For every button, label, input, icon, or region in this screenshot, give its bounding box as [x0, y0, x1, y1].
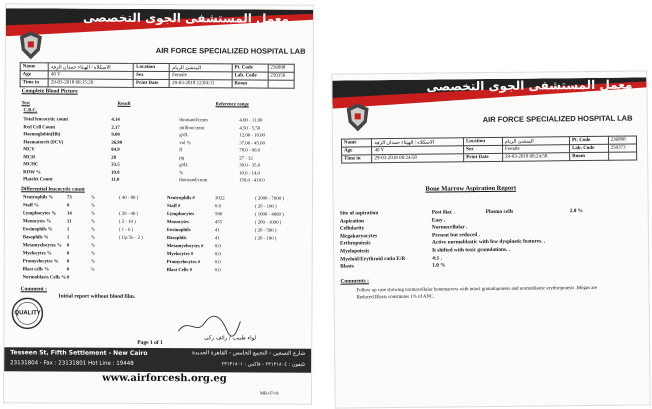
- info-cell: Female: [502, 145, 569, 154]
- col-test-header: Test: [21, 101, 30, 107]
- lab-title-english: AIR FORCE SPECIALIZED HOSPITAL LAB: [482, 113, 633, 125]
- cbc-reference: 12.00 - 16.00: [239, 133, 265, 139]
- cbc-unit: thousand/cmm: [179, 118, 208, 124]
- diff-abs-result: 41: [214, 236, 220, 242]
- diff-result: 0: [66, 267, 70, 273]
- bm-extra-value: 2.0 %: [569, 208, 583, 215]
- quality-seal-text: QUALITY: [14, 310, 41, 317]
- cbc-test-name: Haemoglobin(Hb): [23, 132, 61, 138]
- diff-abs-test-name: Staff #: [166, 204, 181, 210]
- bone-marrow-rows: [339, 207, 640, 270]
- info-row: [20, 79, 294, 88]
- cbc-result: 26.90: [111, 140, 123, 146]
- diff-test-name: Staff %: [22, 203, 39, 209]
- info-cell: Location: [464, 137, 503, 145]
- cbc-unit: %: [179, 170, 184, 176]
- bm-field-value: 1.0 %: [432, 262, 446, 269]
- diff-result: 0: [66, 251, 70, 257]
- bm-field-label: Aspiration: [339, 217, 364, 225]
- diff-reference: ( Up To - 2 ): [118, 235, 143, 241]
- diff-unit: %: [90, 267, 95, 273]
- diff-abs-test-name: Blast Cells #: [166, 268, 192, 274]
- info-cell: 236898: [268, 64, 294, 72]
- info-cell: الاسكلاه / الهيثاء حمدان الزفة: [372, 138, 464, 147]
- info-cell: Print Date: [464, 153, 503, 161]
- cbc-test-name: MCH: [23, 154, 35, 160]
- comment-label: Comment :: [20, 286, 48, 293]
- bm-field-label: Blasts: [340, 263, 354, 270]
- diff-abs-test-name: Neutrophils #: [167, 196, 195, 202]
- info-cell: Age: [20, 71, 48, 79]
- diff-reference: ( 40 - 80 ): [119, 195, 139, 201]
- cbc-unit: fl: [179, 148, 183, 154]
- info-cell: الاسكلاه / الهيثاء حمدان الزفة: [48, 63, 133, 71]
- cbc-rows: [19, 116, 299, 184]
- diff-abs-test-name: Myelocytes #: [166, 252, 194, 258]
- info-cell: 29-03-2018 06:15:26: [48, 79, 133, 87]
- cbc-unit: g/dL: [179, 133, 189, 139]
- diff-test-name: Neutrophils %: [23, 195, 54, 201]
- diff-unit: %: [90, 219, 95, 225]
- cbc-reference: 30.0 - 35.0: [239, 163, 261, 169]
- bm-field-value: Normocellular .: [431, 224, 468, 231]
- col-ref-header: Reference range: [215, 102, 249, 108]
- bm-field-label: Cellularity: [339, 225, 365, 232]
- info-cell: Room: [570, 152, 609, 160]
- cbc-result: 84.9: [111, 147, 120, 153]
- info-cell: 236898: [608, 136, 636, 144]
- diff-result: 0: [66, 259, 70, 265]
- info-cell: 29-03-2018 12:04:31: [170, 80, 232, 88]
- cbc-report-page: [3, 3, 314, 405]
- diff-test-name: Promyelocytes %: [22, 259, 59, 265]
- cbc-test-name: RDW %: [23, 169, 41, 175]
- diff-abs-result: 0.0: [214, 244, 221, 250]
- diff-result: 1: [66, 227, 70, 233]
- diff-abs-result: 3022: [215, 196, 225, 202]
- diff-abs-reference: ( 20 - 100 ): [254, 204, 277, 210]
- diff-abs-result: 0.0: [214, 252, 221, 258]
- info-cell: 40 Y: [48, 71, 133, 79]
- cbc-result: 33.5: [111, 162, 120, 168]
- diff-result: 73: [67, 195, 72, 201]
- col-result-header: Result: [117, 101, 131, 107]
- diff-abs-test-name: Monocytes: [166, 220, 190, 226]
- diff-result: 0: [66, 203, 70, 209]
- diff-abs-reference: ( 200 - 1000 ): [254, 220, 282, 226]
- cbc-result: 4.14: [111, 117, 120, 123]
- cbc-reference: 150.0 - 410.0: [239, 178, 265, 184]
- info-cell: المنشئ الريام: [502, 137, 569, 146]
- comments-label: Comments :: [340, 278, 370, 285]
- info-cell: 250373: [608, 144, 636, 152]
- diff-result: 0: [66, 243, 70, 249]
- diff-abs-reference: ( 2000 - 7000 ): [255, 196, 284, 202]
- info-cell: 250356: [268, 72, 294, 80]
- diff-unit: %: [90, 235, 95, 241]
- info-cell: Time in: [342, 155, 372, 163]
- diff-abs-reference: ( 20 - 500 ): [254, 228, 277, 234]
- diff-reference: ( 1 - 6 ): [118, 227, 134, 233]
- bm-field-value: 4:1 .: [432, 255, 442, 262]
- info-cell: [608, 152, 636, 160]
- info-cell: Pt. Code: [232, 64, 268, 72]
- diff-abs-result: 41: [214, 228, 220, 234]
- diff-unit: %: [90, 259, 95, 265]
- lab-title-arabic: معمل المستشفى الجوى التخصصى: [426, 77, 633, 94]
- bm-extra-label: Plasma cells: [485, 208, 514, 216]
- bm-field-label: Megakaryocytes: [339, 232, 378, 240]
- cbc-result: 2.17: [111, 125, 120, 131]
- info-row: [342, 152, 637, 163]
- info-cell: Female: [170, 72, 232, 80]
- diff-abs-test-name: Lymphocytes: [166, 212, 195, 218]
- info-cell: Location: [134, 63, 170, 71]
- diff-unit: %: [91, 195, 96, 201]
- diff-reference: ( 20 - 40 ): [118, 211, 139, 217]
- info-cell: Lab. Code: [232, 72, 268, 80]
- cbc-result: 19.9: [111, 170, 120, 176]
- cbc-reference: 27 - 32: [239, 155, 253, 161]
- footer-address-bar: [4, 347, 311, 373]
- form-code: MR-07-01: [259, 390, 280, 396]
- diff-abs-result: 0.0: [214, 268, 221, 274]
- report-heading: Bone Marrow Aspiration Report: [425, 184, 517, 193]
- bm-field-value: Easy .: [431, 217, 446, 224]
- cbc-reference: 4.50 - 5.50: [239, 125, 261, 132]
- diff-abs-test-name: Eosinophils: [166, 228, 191, 234]
- lab-title-english: AIR FORCE SPECIALIZED HOSPITAL LAB: [155, 45, 306, 56]
- diff-test-name: Eosinophils %: [22, 227, 53, 233]
- diff-abs-test-name: Metamyelocytes #: [166, 244, 204, 250]
- air-force-emblem-icon: [18, 30, 44, 60]
- cbc-section: [18, 88, 299, 319]
- info-cell: Pt. Code: [569, 136, 608, 144]
- info-cell: Room: [232, 80, 268, 88]
- address-arabic: شارع التسعين - التجمع الخامس - القاهرة الجديدة: [192, 350, 306, 357]
- cbc-test-name: Platelet Count: [23, 177, 53, 183]
- address-english: Tesseen St, Fifth Settlement - New Cairo: [10, 349, 148, 357]
- diff-reference: ( 2 - 10 ): [118, 219, 136, 225]
- bm-field-label: Myeloid/Erythroid ratio E/R: [340, 255, 406, 263]
- lab-title-arabic: معمل المستشفى الجوى التخصصى: [82, 10, 290, 26]
- diff-result: 11: [66, 219, 72, 225]
- cbc-test-name: Total leucocytic count: [23, 117, 69, 123]
- diff-abs-result: 0.0: [214, 204, 221, 210]
- info-cell: Lab. Code: [570, 144, 609, 152]
- bm-field-label: Erthropoiesis: [340, 240, 371, 247]
- diff-test-name: Lymphocytes %: [22, 211, 57, 217]
- diff-heading: Differential leucocytic count: [21, 186, 85, 193]
- cbc-test-name: MCV: [23, 147, 35, 153]
- info-cell: 29-03-2018 08:24:58: [502, 153, 569, 162]
- comments-text: Follow up case showing normocellular bonemarrow with intact granulopoiesis and normoblastic erythropoiesis .Mogas are Reduced.Blasts constitutes 1% of ANC.: [356, 285, 598, 300]
- info-cell: Name: [20, 63, 48, 71]
- cbc-result: 28: [111, 155, 117, 161]
- diff-unit: %: [90, 251, 95, 257]
- comment-text: Initial report without blood film.: [58, 293, 136, 300]
- cbc-unit: million/cmm: [179, 125, 205, 131]
- info-cell: المنشئ الريام: [170, 64, 232, 72]
- diff-abs-reference: ( 1000 - 4000 ): [254, 212, 284, 218]
- cbc-test-name: Haematocrit (PCV): [23, 139, 64, 146]
- cbc-label: C.B.C.: [23, 108, 38, 114]
- cbc-reference: 10.0 - 14.0: [239, 170, 260, 177]
- diff-test-name: Normoblasts Cells %: [22, 275, 67, 281]
- info-cell: Age: [342, 147, 372, 155]
- diff-test-name: Myelocytes %: [22, 251, 52, 257]
- cbc-reference: 4.00 - 11.00: [239, 118, 263, 124]
- cbc-reference: 78.0 - 96.0: [239, 148, 261, 154]
- cbc-unit: pg: [179, 155, 185, 161]
- diff-abs-result: 580: [214, 212, 223, 218]
- cbc-unit: vol %: [179, 140, 191, 146]
- diff-unit: %: [90, 211, 95, 217]
- diff-abs-test-name: Promyelocytes #: [166, 260, 201, 266]
- cbc-test-name: MCHC: [23, 162, 39, 168]
- bm-field-label: Site of aspiration: [339, 210, 379, 217]
- bm-field-value: Post iliac .: [431, 209, 455, 216]
- bm-field-value: It shifted with toxic granulations. .: [432, 246, 510, 254]
- info-cell: 29-03-2018 08:24:58: [372, 154, 464, 163]
- diff-rows: [19, 194, 299, 281]
- diff-test-name: Monocytes %: [22, 219, 52, 225]
- info-cell: Time in: [20, 79, 48, 87]
- signature-arabic: لواء طبيب / رائف زكى: [204, 335, 257, 342]
- diff-test-name: Basophils %: [22, 235, 49, 241]
- bm-field-label: Myelopoiesis: [340, 248, 370, 255]
- page-number: Page 1 of 1: [137, 339, 163, 347]
- diff-abs-result: 0.0: [214, 260, 221, 266]
- diff-unit: %: [90, 227, 95, 233]
- phone-numbers: 23131804 - Fax : 23131801 Hot Line : 19448: [10, 360, 134, 367]
- info-cell: Name: [341, 139, 371, 147]
- website: www.airforcesh.org.eg: [102, 372, 227, 385]
- diff-test-name: Blast cells %: [22, 267, 50, 273]
- diff-result: 14: [66, 211, 72, 217]
- cbc-unit: g/dL: [179, 163, 189, 169]
- handwritten-signature-icon: [174, 313, 244, 337]
- diff-test-name: Metamyelocytes %: [22, 243, 62, 249]
- info-cell: Sex: [134, 71, 170, 79]
- diff-result: 1: [66, 235, 70, 241]
- air-force-emblem-icon: [345, 102, 371, 132]
- info-cell: [268, 80, 294, 88]
- diff-result: 0: [66, 275, 70, 281]
- diff-abs-test-name: Basophils: [166, 236, 187, 242]
- cbc-unit: thousand/cmm: [179, 178, 208, 184]
- diff-unit: %: [90, 203, 96, 209]
- bm-field-value: Present but reduced .: [431, 231, 481, 239]
- phone-numbers-arabic: تليفون : ٢٣١٣١٨٠٤ - فاكس : ٢٣١٣١٨٠١: [221, 361, 306, 368]
- diff-unit: %: [90, 243, 95, 249]
- cbc-reference: 37.00 - 45.00: [239, 140, 265, 147]
- patient-info-table: [20, 62, 295, 88]
- bone-marrow-report-page: [331, 70, 650, 408]
- info-cell: 40 Y: [372, 146, 464, 155]
- bm-field-value: Active normoblastic with few dysplastic features. .: [432, 238, 546, 247]
- cbc-result: 9.00: [111, 132, 120, 138]
- info-cell: Print Date: [134, 79, 170, 87]
- cbc-test-name: Red Cell Count: [23, 124, 56, 130]
- diff-abs-result: 455: [214, 220, 223, 226]
- patient-info-table: [341, 135, 637, 163]
- info-cell: Sex: [464, 145, 503, 153]
- report-heading: Complete Blood Picture: [21, 88, 78, 95]
- diff-abs-reference: ( 20 - 100 ): [254, 236, 277, 242]
- cbc-result: 11.0: [111, 177, 120, 183]
